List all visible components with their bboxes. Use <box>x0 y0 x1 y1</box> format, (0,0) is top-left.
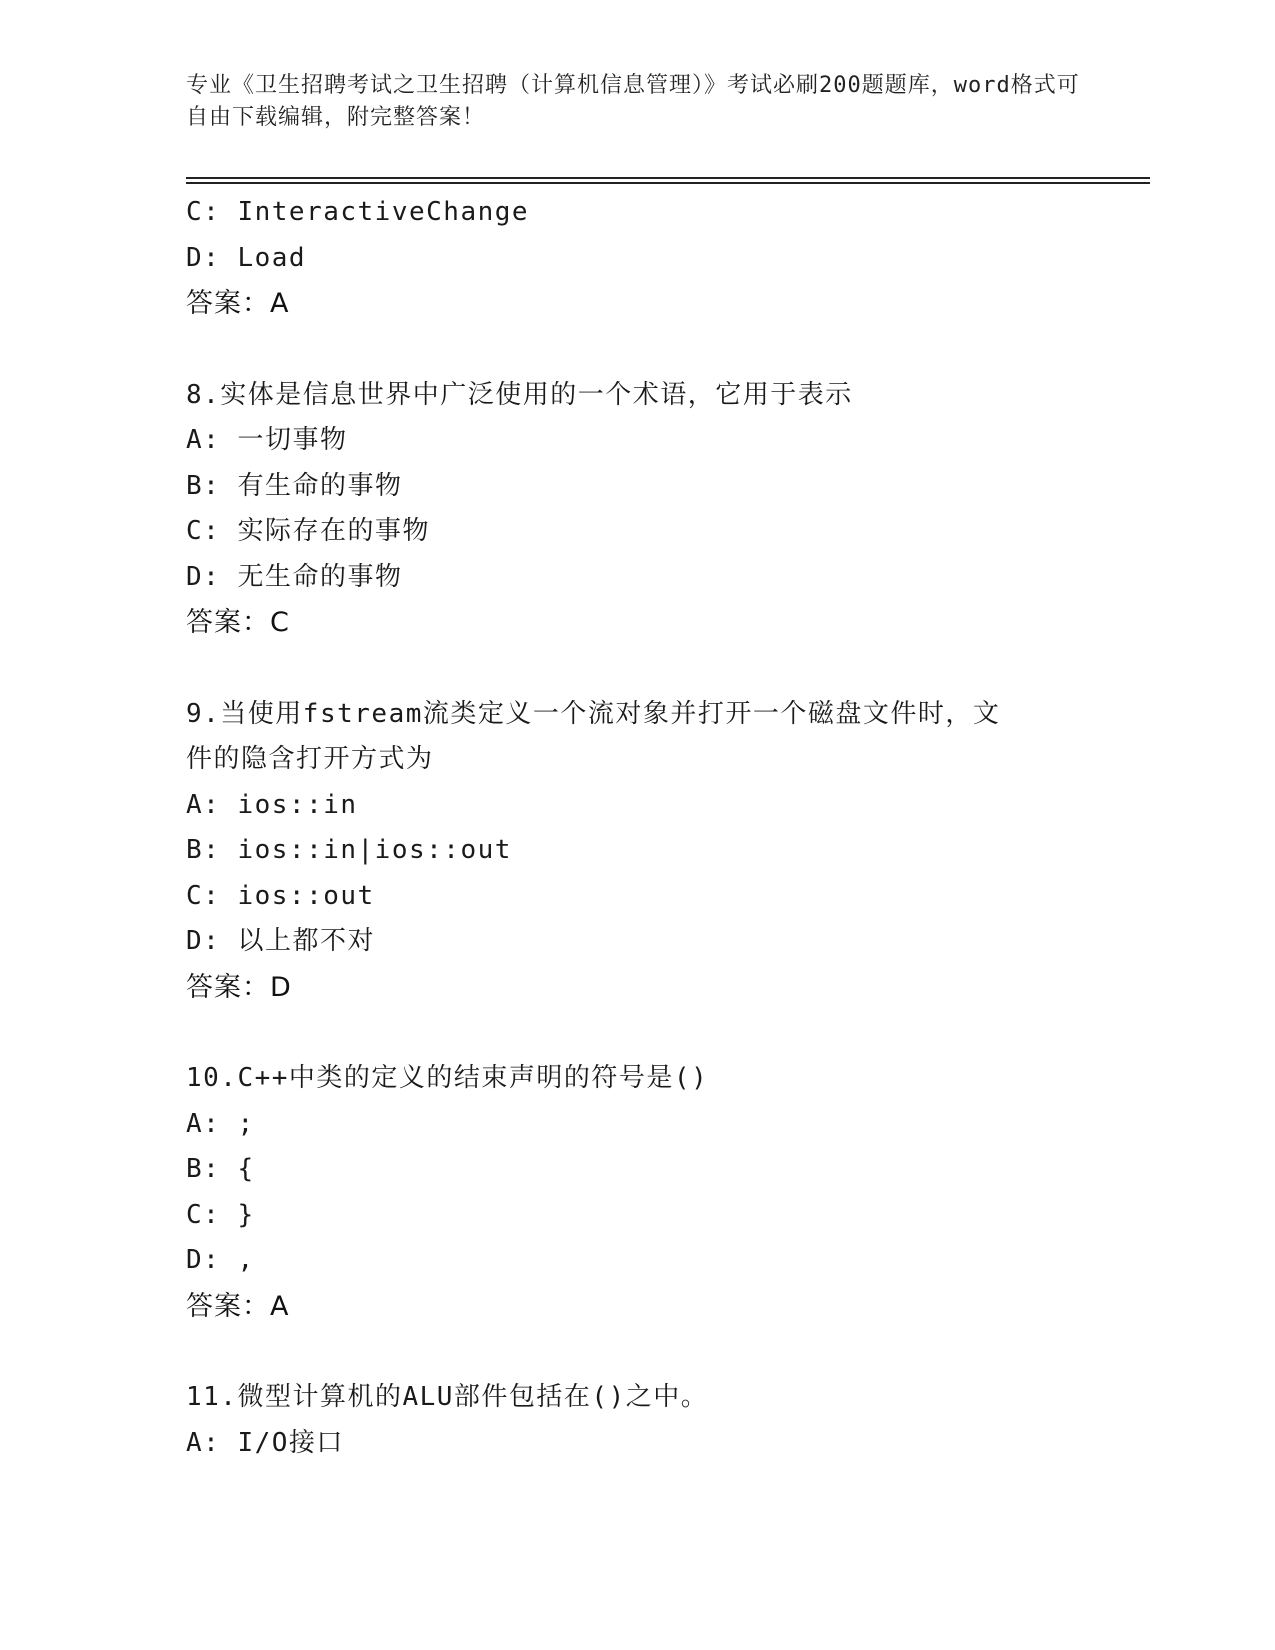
spacer <box>186 1010 1086 1056</box>
option-c: C: 实际存在的事物 <box>186 516 430 546</box>
answer-label: 答案：D <box>186 971 292 1003</box>
spacer <box>186 327 1086 373</box>
header-title: 专业《卫生招聘考试之卫生招聘（计算机信息管理）》考试必刷200题题库，word格式可自由下载编辑，附完整答案！ <box>186 73 1080 130</box>
option-c: C: ios::out <box>186 880 375 911</box>
option-a: A: ios::in <box>186 789 358 820</box>
question-11 <box>186 1375 1086 1466</box>
option-a: A: ; <box>186 1108 255 1139</box>
option-a: A: 一切事物 <box>186 425 348 455</box>
question-stem: 11.微型计算机的ALU部件包括在()之中。 <box>186 1382 709 1412</box>
document-header <box>186 70 1086 134</box>
header-divider-bottom <box>186 182 1150 184</box>
question-fragment <box>186 190 1086 327</box>
answer-label: 答案：C <box>186 607 290 638</box>
option-b: B: { <box>186 1154 255 1184</box>
option-a: A: I/O接口 <box>186 1427 344 1458</box>
spacer <box>186 1329 1086 1375</box>
option-b: B: 有生命的事物 <box>186 470 403 501</box>
question-9 <box>186 692 1086 1011</box>
question-list <box>186 190 1086 1466</box>
question-stem: 9.当使用fstream流类定义一个流对象并打开一个磁盘文件时，文件的隐含打开方式为 <box>186 698 1001 774</box>
option-d: D: 以上都不对 <box>186 926 375 956</box>
option-c: C: } <box>186 1199 255 1230</box>
option-d: D: Load <box>186 242 307 273</box>
option-d: D: , <box>186 1245 255 1275</box>
option-c: C: InteractiveChange <box>186 197 530 227</box>
header-divider-top <box>186 177 1150 179</box>
option-b: B: ios::in|ios::out <box>186 835 512 865</box>
answer-label: 答案：A <box>186 288 290 319</box>
question-stem: 8.实体是信息世界中广泛使用的一个术语，它用于表示 <box>186 379 853 410</box>
question-10 <box>186 1056 1086 1329</box>
answer-label: 答案：A <box>186 1290 290 1322</box>
question-8 <box>186 373 1086 646</box>
option-d: D: 无生命的事物 <box>186 561 403 592</box>
question-stem: 10.C++中类的定义的结束声明的符号是() <box>186 1063 709 1093</box>
spacer <box>186 646 1086 692</box>
